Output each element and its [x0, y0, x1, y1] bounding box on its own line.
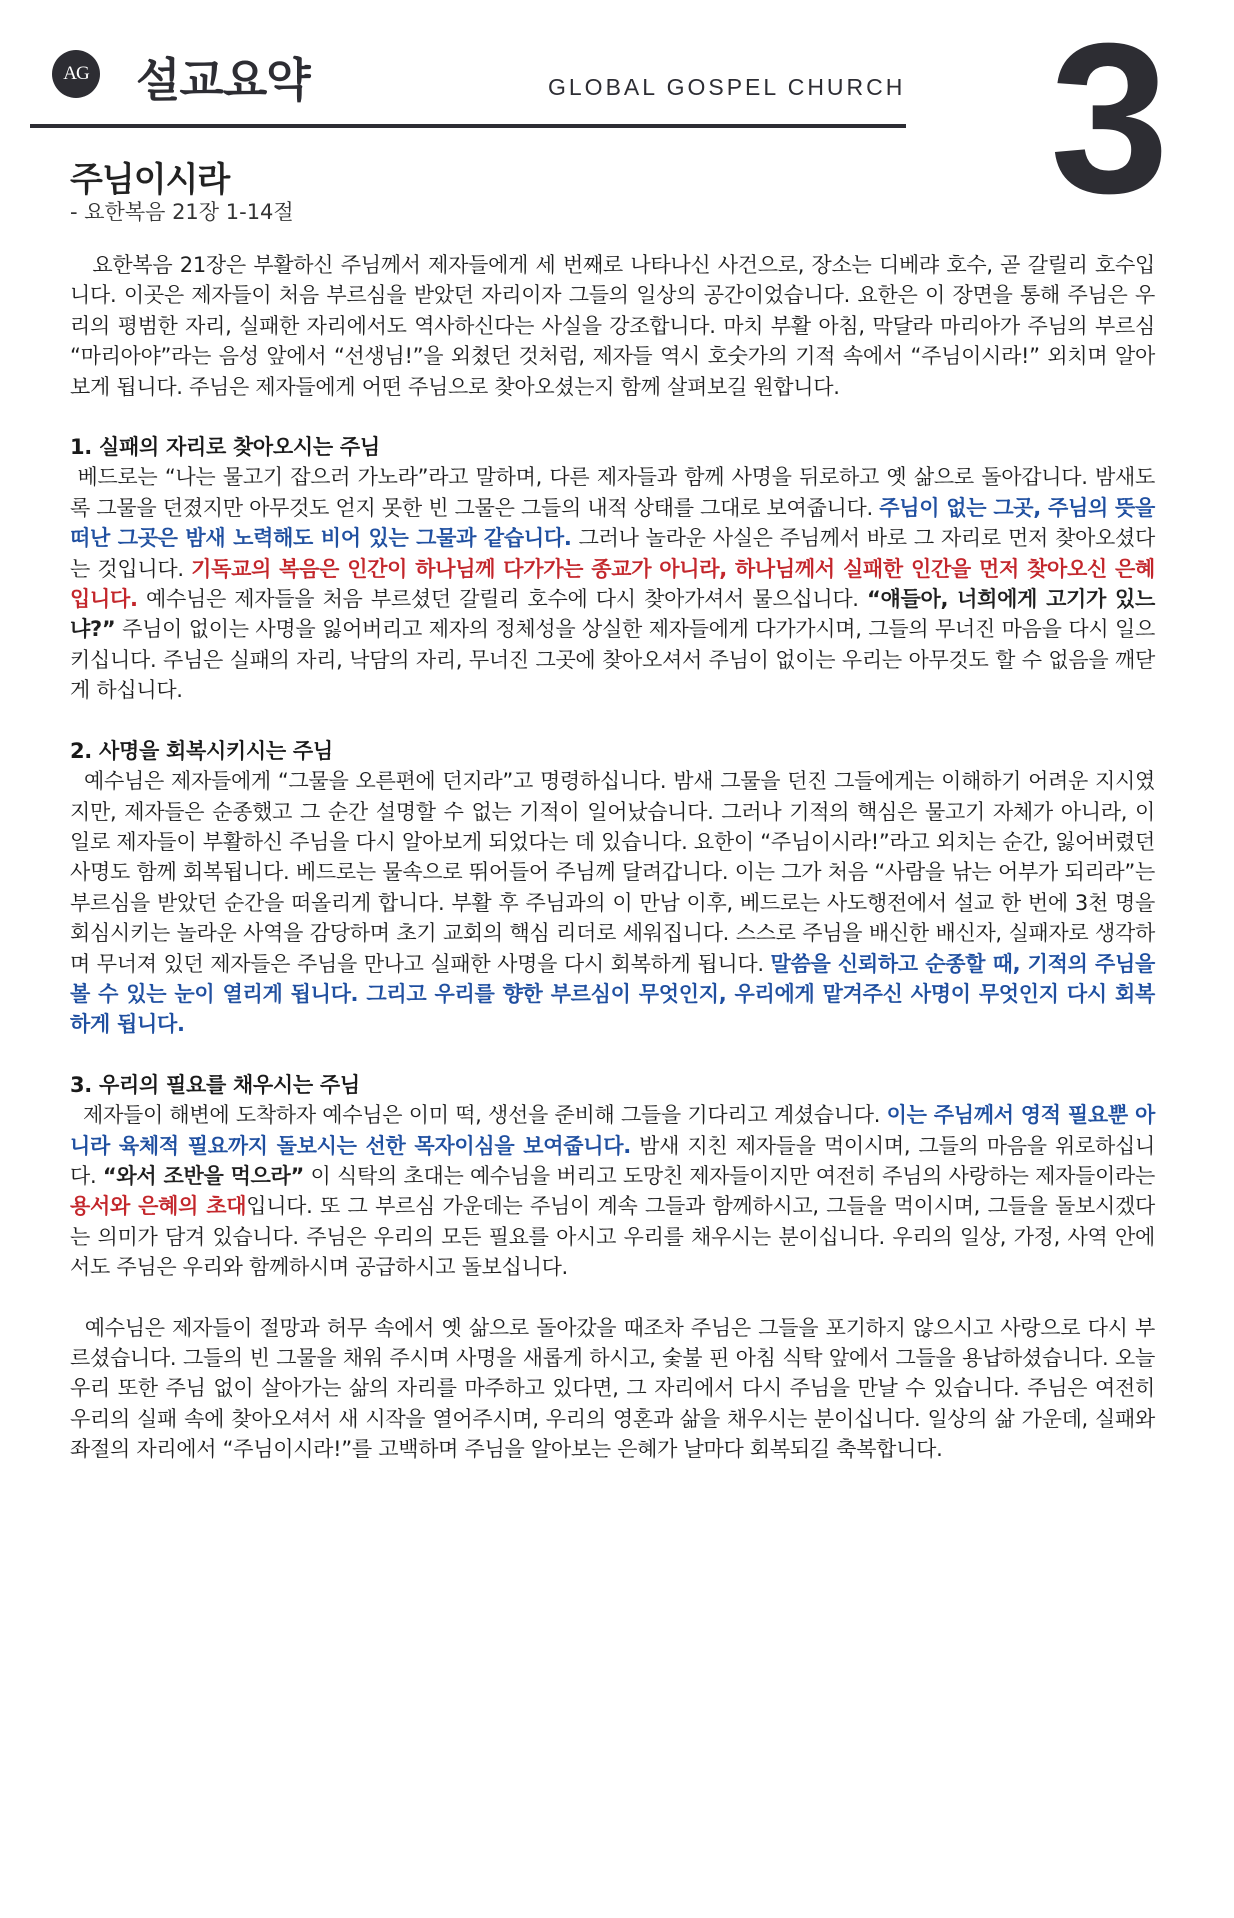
section-1-text: 그러나 놀라운 사실은 주님께서 바로 그 자리로 먼저 찾아오셨다는 것입니다.: [70, 526, 1155, 581]
section-1-highlight-blue: 주님이 없는 그곳, 주님의 뜻을 떠난 그곳은 밤새 노력해도 비어 있는 그물과 같습니다.: [70, 495, 1155, 551]
section-2-text: 예수님은 제자들에게 “그물을 오른편에 던지라”고 명령하십니다. 밤새 그물을 던진 그들에게는 이해하기 어려운 지시였지만, 제자들은 순종했고 그 순간 설명할 수 없는 기적이 일어났습니다. 그러나 기적의 핵심은 물고기 자체가 아니라, 이 일로 제자들이 부활하신 주님을 다시 알아보게 되었다는 데 있습니다. 요한이 “주님이시라!”라고 외치는 순간, 잃어버렸던 사명도 함께 회복됩니다. 베드로는 물속으로 뛰어들어 주님께 달려갑니다. 이는 그가 처음 “사람을 낚는 어부가 되리라”는 부르심을 받았던 순간을 떠올리게 합니다. 부활 후 주님과의 이 만남 이후, 베드로는 사도행전에서 설교 한 번에 3천 명을 회심시키는 놀라운 사역을 감당하며 초기 교회의 핵심 리더로 세워집니다. 스스로 주님을 배신한 배신자, 실패자로 생각하며 무너져 있던 제자들은 주님을 만나고 실패한 사명을 다시 회복하게 됩니다.: [70, 769, 1155, 976]
section-3-heading: 3. 우리의 필요를 채우시는 주님: [70, 1072, 360, 1097]
section-1-text: 베드로는 “나는 물고기 잡으러 가노라”라고 말하며, 다른 제자들과 함께 사명을 뒤로하고 옛 삶으로 돌아갑니다. 밤새도록 그물을 던졌지만 아무것도 얻지 못한 빈 그물은 그들의 내적 상태를 그대로 보여줍니다.: [70, 465, 1155, 520]
conclusion-paragraph: [70, 1313, 1155, 1465]
section-1-text: 주님이 없이는 사명을 잃어버리고 제자의 정체성을 상실한 제자들에게 다가가시며, 그들의 무너진 마음을 다시 일으키십니다. 주님은 실패의 자리, 낙담의 자리, 무너진 그곳에 찾아오셔서 주님이 없이는 우리는 아무것도 할 수 없음을 깨닫게 하십니다.: [70, 617, 1155, 703]
church-logo: AG: [52, 50, 100, 98]
spacer: [70, 706, 1155, 736]
section-3-text: 입니다. 또 그 부르심 가운데는 주님이 계속 그들과 함께하시고, 그들을 먹이시며, 그들을 돌보시겠다는 의미가 담겨 있습니다. 주님은 우리의 모든 필요를 아시고 우리를 채우시는 분이십니다. 우리의 일상, 가정, 사역 안에서도 주님은 우리와 함께하시며 공급하시고 돌보십니다.: [70, 1194, 1155, 1280]
issue-number: 3: [1050, 0, 1170, 238]
section-3-highlight-blue: 이는 주님께서 영적 필요뿐 아니라 육체적 필요까지 돌보시는 선한 목자이심을 보여줍니다.: [70, 1103, 1155, 1158]
conclusion-text: 예수님은 제자들이 절망과 허무 속에서 옛 삶으로 돌아갔을 때조차 주님은 그들을 포기하지 않으시고 사랑으로 다시 부르셨습니다. 그들의 빈 그물을 채워 주시며 사명을 새롭게 하시고, 숯불 핀 아침 식탁 앞에서 그들을 용납하셨습니다. 오늘 우리 또한 주님 없이 살아가는 삶의 자리를 마주하고 있다면, 그 자리에서 다시 주님을 만날 수 있습니다. 주님은 여전히 우리의 실패 속에 찾아오셔서 새 시작을 열어주시며, 우리의 영혼과 삶을 채우시는 분이십니다. 일상의 삶 가운데, 실패와 좌절의 자리에서 “주님이시라!”를 고백하며 주님을 알아보는 은혜가 날마다 회복되길 축복합니다.: [70, 1315, 1155, 1462]
intro-paragraph: [70, 250, 1155, 402]
intro-text: 요한복음 21장은 부활하신 주님께서 제자들에게 세 번째로 나타나신 사건으로, 장소는 디베랴 호수, 곧 갈릴리 호수입니다. 이곳은 제자들이 처음 부르심을 받았던 자리이자 그들의 일상의 공간이었습니다. 요한은 이 장면을 통해 주님은 우리의 평범한 자리, 실패한 자리에서도 역사하신다는 사실을 강조합니다. 마치 부활 아침, 막달라 마리아가 주님의 부르심 “마리아야”라는 음성 앞에서 “선생님!”을 외쳤던 것처럼, 제자들 역시 호숫가의 기적 속에서 “주님이시라!” 외치며 알아보게 됩니다. 주님은 제자들에게 어떤 주님으로 찾아오셨는지 함께 살펴보길 원합니다.: [70, 253, 1155, 399]
section-3-text: 밤새 지친 제자들을 먹이시며, 그들의 마음을 위로하십니다.: [70, 1133, 1155, 1188]
section-2-heading: 2. 사명을 회복시키시는 주님: [70, 738, 333, 763]
section-2-highlight-blue: 말씀을 신뢰하고 순종할 때, 기적의 주님을 볼 수 있는 눈이 열리게 됩니다. 그리고 우리를 향한 부르심이 무엇인지, 우리에게 맡겨주신 사명이 무엇인지 다시 회복하게 됩니다.: [70, 951, 1155, 1037]
section-1-highlight-red: 기독교의 복음은 인간이 하나님께 다가가는 종교가 아니라, 하나님께서 실패한 인간을 먼저 찾아오신 은혜입니다.: [70, 556, 1155, 612]
section-1-paragraph: [70, 462, 1155, 705]
section-1-heading: 1. 실패의 자리로 찾아오시는 주님: [70, 435, 380, 460]
church-name: GLOBAL GOSPEL CHURCH: [548, 74, 906, 100]
page-title: 설교요약: [136, 53, 310, 107]
header-divider: [30, 124, 906, 128]
spacer: [70, 1040, 1155, 1070]
section-1-quote: “얘들아, 너희에게 고기가 있느냐?”: [70, 587, 1155, 642]
spacer: [70, 402, 1155, 432]
section-3-highlight-red: 용서와 은혜의 초대: [70, 1194, 247, 1219]
sermon-body: [70, 250, 1155, 1465]
section-3-text: 제자들이 해변에 도착하자 예수님은 이미 떡, 생선을 준비해 그들을 기다리고 계셨습니다.: [82, 1103, 887, 1128]
section-3-text: 이 식탁의 초대는 예수님을 버리고 도망친 제자들이지만 여전히 주님의 사랑하는 제자들이라는: [304, 1163, 1155, 1188]
spacer: [70, 1283, 1155, 1313]
section-3-quote: “와서 조반을 먹으라”: [102, 1163, 305, 1188]
scripture-reference: - 요한복음 21장 1-14절: [70, 200, 294, 224]
section-2-paragraph: [70, 766, 1155, 1040]
section-3-paragraph: [70, 1100, 1155, 1282]
sermon-title: 주님이시라: [70, 160, 230, 200]
section-1-text: 예수님은 제자들을 처음 부르셨던 갈릴리 호수에 다시 찾아가셔서 물으십니다.: [137, 587, 868, 612]
